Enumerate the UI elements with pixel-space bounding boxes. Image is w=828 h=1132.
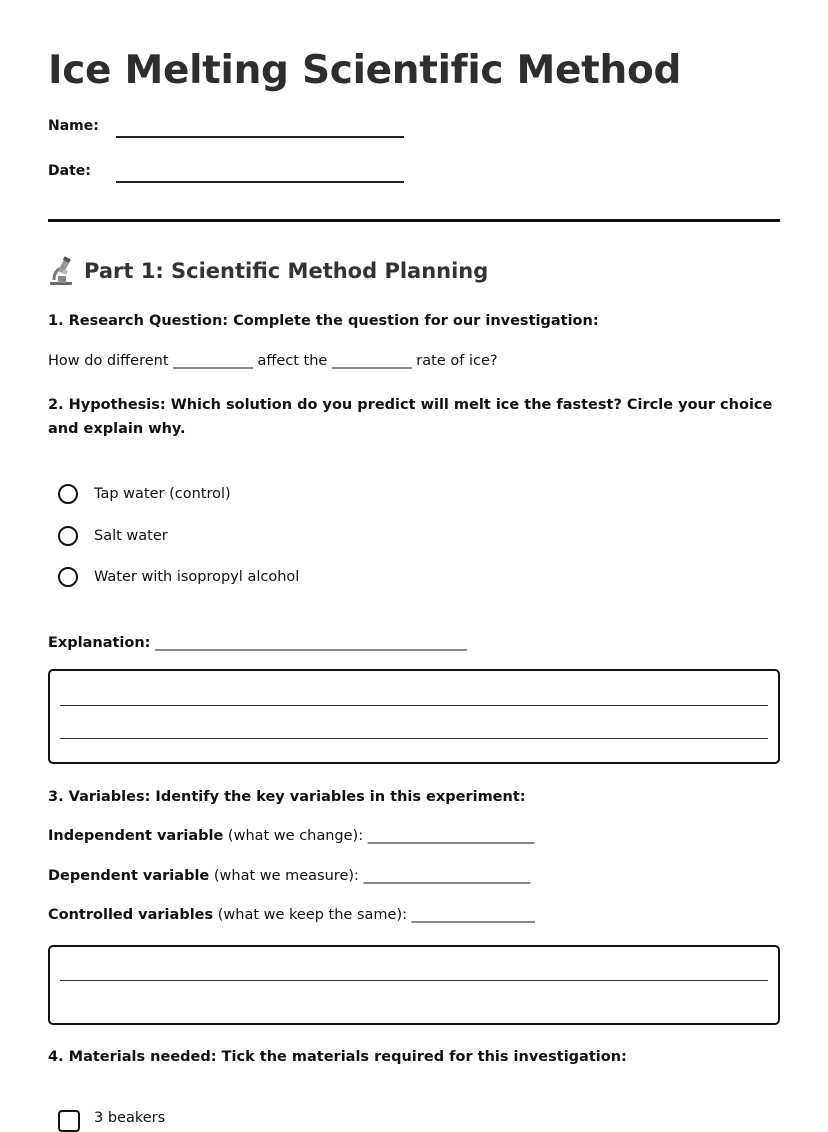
question-2-prompt: 2. Hypothesis: Which solution do you predict will melt ice the fastest? Circle your choice and explain why. <box>48 397 773 437</box>
option-label: Salt water <box>94 528 168 544</box>
controlled-variables-term: Controlled variables <box>48 907 214 923</box>
section-title-text: Part 1: Scientific Method Planning <box>84 259 489 283</box>
checkbox-3-beakers[interactable] <box>58 1110 80 1132</box>
controlled-variables-desc: (what we keep the same): _________________ <box>213 907 535 923</box>
date-label: Date: <box>48 163 91 179</box>
independent-variable-term: Independent variable <box>48 828 224 844</box>
header-divider <box>48 219 780 222</box>
independent-variable-desc: (what we change): _______________________ <box>223 828 535 844</box>
date-input-line[interactable] <box>116 181 404 183</box>
writing-line <box>60 980 768 981</box>
explanation-line <box>48 633 467 653</box>
materials-item-label: 3 beakers <box>94 1110 166 1126</box>
option-tap-water[interactable] <box>58 482 231 506</box>
page-title: Ice Melting Scientific Method <box>48 48 682 93</box>
dependent-variable-line[interactable] <box>48 868 530 884</box>
dependent-variable-desc: (what we measure): _______________________ <box>209 868 531 884</box>
writing-line <box>60 705 768 706</box>
option-salt-water[interactable] <box>58 524 168 548</box>
radio-circle-icon <box>58 567 78 587</box>
radio-circle-icon <box>58 526 78 546</box>
question-4-prompt: 4. Materials needed: Tick the materials required for this investigation: <box>48 1049 627 1065</box>
section-heading-part-1 <box>48 256 488 286</box>
name-label: Name: <box>48 118 99 134</box>
variables-writing-box[interactable] <box>48 945 780 1025</box>
controlled-variables-line[interactable] <box>48 907 535 923</box>
name-input-line[interactable] <box>116 136 404 138</box>
explanation-writing-box[interactable] <box>48 669 780 764</box>
explanation-label: Explanation: <box>48 635 151 651</box>
dependent-variable-term: Dependent variable <box>48 868 210 884</box>
independent-variable-line[interactable] <box>48 828 534 844</box>
question-3-prompt: 3. Variables: Identify the key variables in this experiment: <box>48 789 526 805</box>
option-label: Water with isopropyl alcohol <box>94 569 300 585</box>
writing-line <box>60 738 768 739</box>
option-isopropyl-alcohol[interactable] <box>58 565 299 589</box>
question-1-prompt: 1. Research Question: Complete the question for our investigation: <box>48 313 599 329</box>
option-label: Tap water (control) <box>94 486 231 502</box>
explanation-blank[interactable]: ___________________________________________ <box>155 635 467 651</box>
research-question-sentence: How do different ___________ affect the ___________ rate of ice? <box>48 353 498 369</box>
radio-circle-icon <box>58 484 78 504</box>
microscope-icon <box>48 256 74 286</box>
